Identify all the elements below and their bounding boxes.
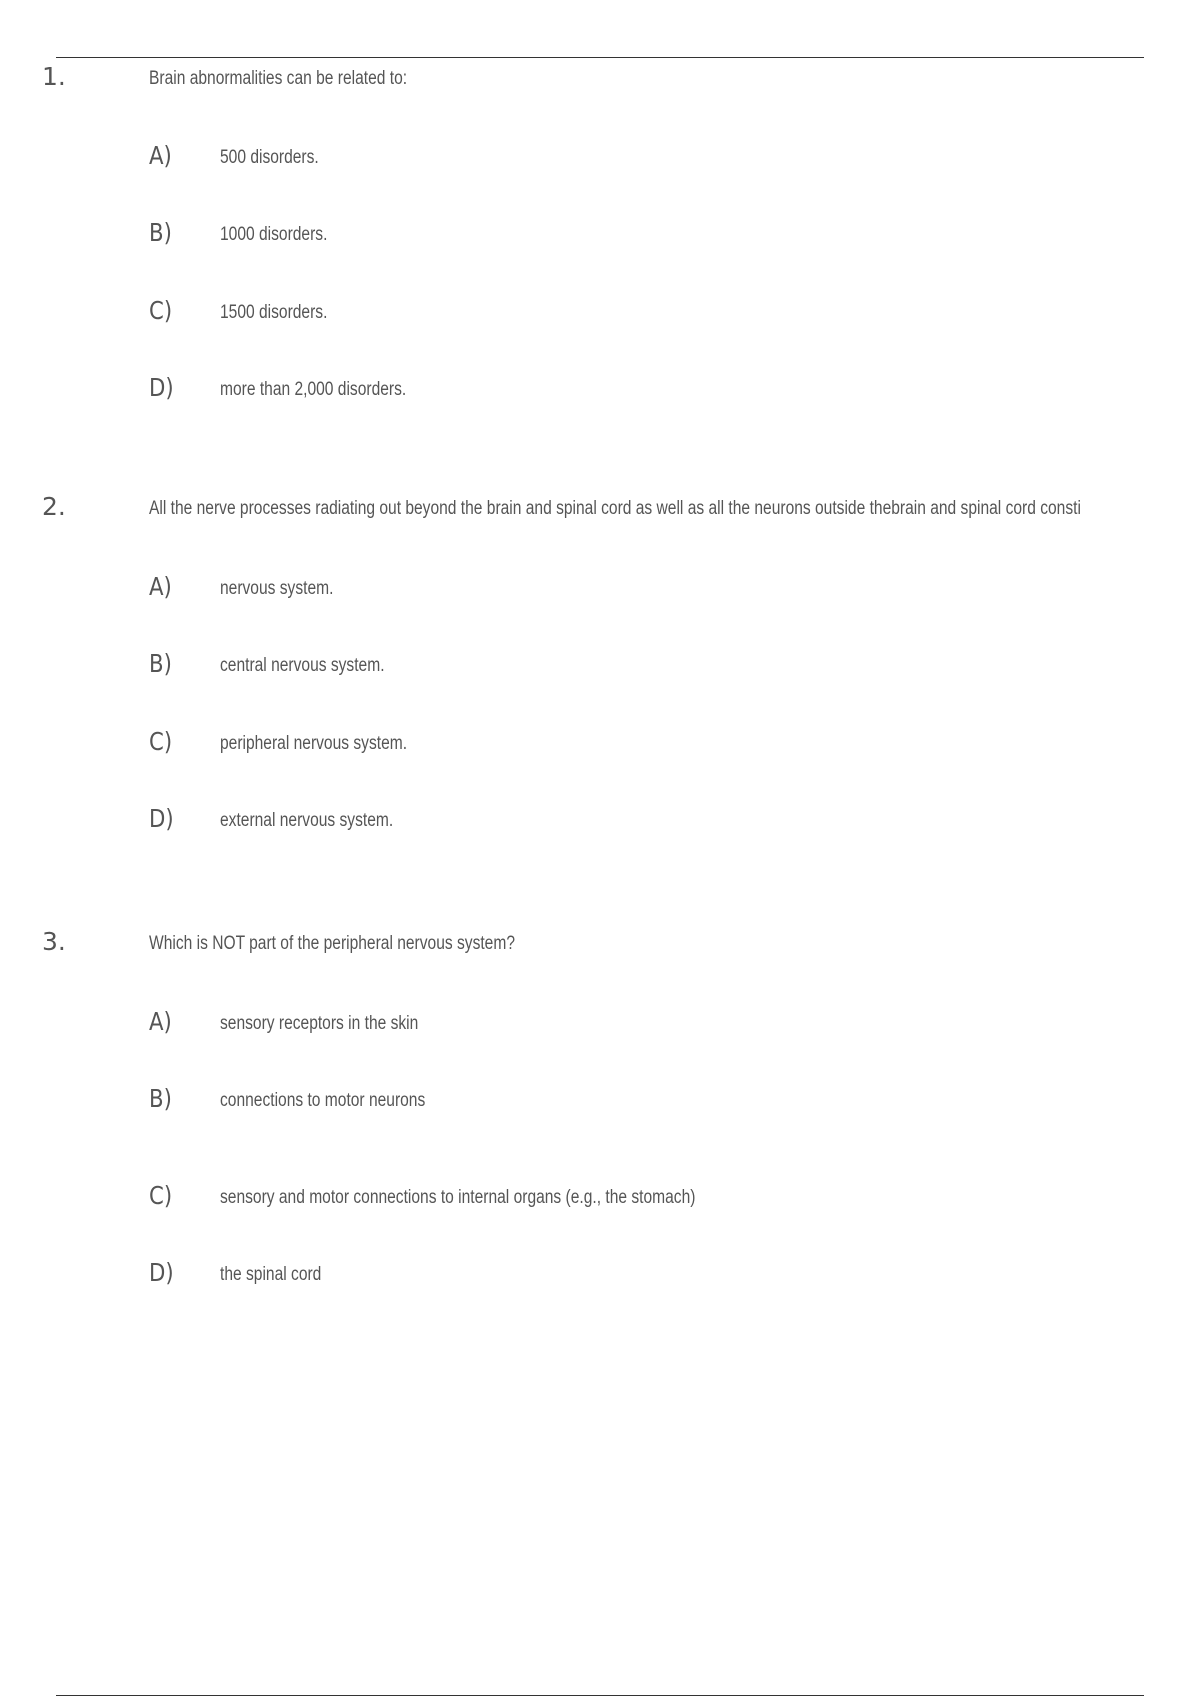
option-letter: D) — [149, 373, 174, 402]
question-1-option-c — [0, 296, 1200, 328]
question-2-option-d — [0, 804, 1200, 836]
option-letter: A) — [149, 141, 172, 170]
question-number: 3. — [42, 927, 66, 956]
question-1-option-a — [0, 141, 1200, 173]
option-text: sensory and motor connections to internal organs (e.g., the stomach) — [220, 1187, 696, 1208]
question-1-option-d — [0, 373, 1200, 405]
option-text: 1000 disorders. — [220, 224, 328, 245]
question-number: 1. — [42, 62, 66, 91]
option-letter: B) — [149, 649, 172, 678]
option-text: connections to motor neurons — [220, 1090, 426, 1111]
question-text: Which is NOT part of the peripheral nervous system? — [149, 933, 516, 954]
question-3-option-c — [0, 1181, 1200, 1213]
option-text: 500 disorders. — [220, 147, 319, 168]
option-text: more than 2,000 disorders. — [220, 379, 407, 400]
option-text: external nervous system. — [220, 810, 394, 831]
option-letter: D) — [149, 804, 174, 833]
top-rule — [56, 57, 1144, 58]
option-text: nervous system. — [220, 578, 334, 599]
option-text: peripheral nervous system. — [220, 733, 408, 754]
bottom-rule — [56, 1695, 1144, 1696]
option-text: sensory receptors in the skin — [220, 1013, 419, 1034]
option-letter: A) — [149, 1007, 172, 1036]
option-letter: C) — [149, 727, 173, 756]
question-text: All the nerve processes radiating out beyond the brain and spinal cord as well as all the neurons outside thebrain and spinal cord consti — [149, 498, 1081, 519]
question-text: Brain abnormalities can be related to: — [149, 68, 408, 89]
option-text: 1500 disorders. — [220, 302, 328, 323]
question-3-option-d — [0, 1258, 1200, 1290]
option-letter: D) — [149, 1258, 174, 1287]
question-2-option-b — [0, 649, 1200, 681]
option-letter: B) — [149, 1084, 172, 1113]
question-2-option-a — [0, 572, 1200, 604]
question-2-option-c — [0, 727, 1200, 759]
option-text: central nervous system. — [220, 655, 385, 676]
option-letter: C) — [149, 296, 173, 325]
option-letter: A) — [149, 572, 172, 601]
question-3-option-a — [0, 1007, 1200, 1039]
option-letter: B) — [149, 218, 172, 247]
question-number: 2. — [42, 492, 66, 521]
question-3-option-b — [0, 1084, 1200, 1116]
option-text: the spinal cord — [220, 1264, 322, 1285]
option-letter: C) — [149, 1181, 173, 1210]
question-1-option-b — [0, 218, 1200, 250]
